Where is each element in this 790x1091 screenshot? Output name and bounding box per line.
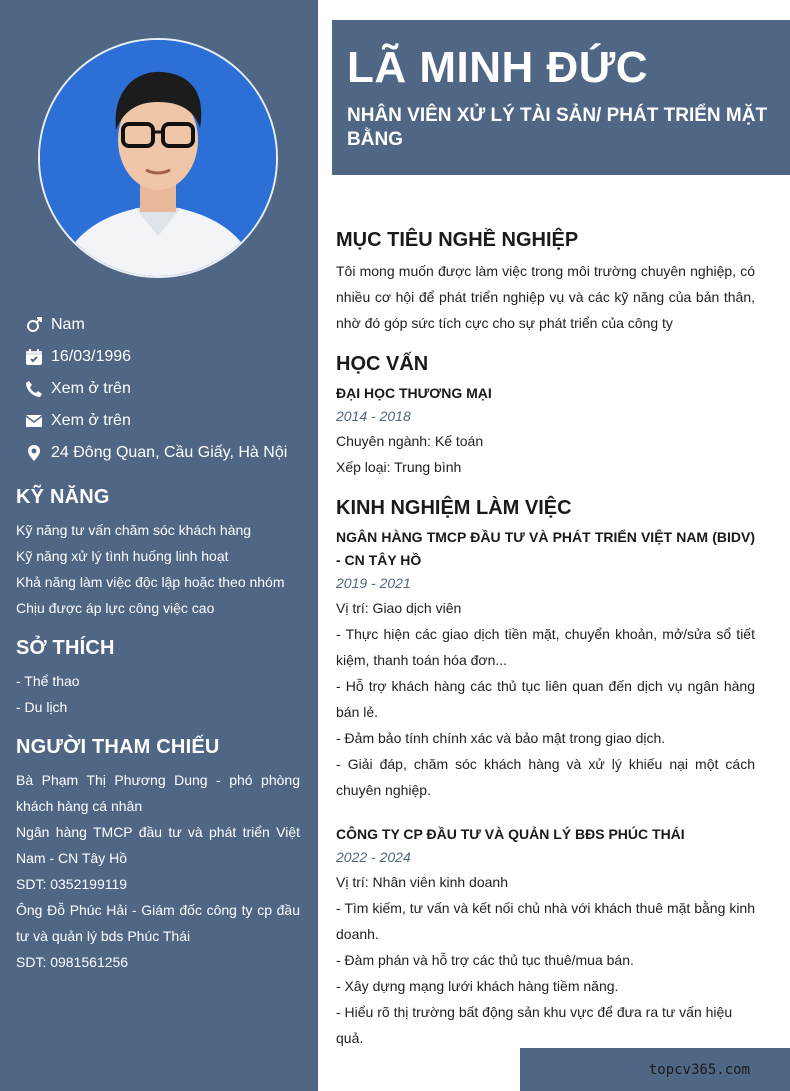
profile-photo <box>38 38 278 278</box>
education-period: 2014 - 2018 <box>336 408 411 424</box>
contact-text: Xem ở trên <box>51 412 131 429</box>
reference-item: Bà Phạm Thị Phương Dung - phó phòng khách hàng cá nhân <box>16 772 300 814</box>
contact-gender <box>24 309 314 341</box>
references-section <box>16 736 300 975</box>
education-title: HỌC VẤN <box>336 353 429 375</box>
job-duty: - Tìm kiếm, tư vấn và kết nối chủ nhà với khách thuê mặt bằng kinh doanh. <box>336 900 755 942</box>
education-grade: Xếp loại: Trung bình <box>336 459 462 475</box>
email-icon <box>24 411 44 431</box>
skills-title: KỸ NĂNG <box>16 486 110 508</box>
education-section <box>336 350 755 480</box>
hobbies-title: SỞ THÍCH <box>16 637 115 659</box>
hobby-item: - Du lịch <box>16 699 68 715</box>
contact-text: 16/03/1996 <box>51 348 132 365</box>
job-period: 2019 - 2021 <box>336 575 411 591</box>
job-duty: - Thực hiện các giao dịch tiền mặt, chuyển khoản, mở/sửa sổ tiết kiệm, thanh toán hóa đơn... <box>336 626 755 668</box>
phone-icon <box>24 379 44 399</box>
job-duty: - Xây dựng mạng lưới khách hàng tiềm năng. <box>336 978 619 994</box>
skills-section <box>16 486 300 621</box>
hobby-item: - Thể thao <box>16 673 80 689</box>
contact-text: Xem ở trên <box>51 380 131 397</box>
job-period: 2022 - 2024 <box>336 849 411 865</box>
contact-text: Nam <box>51 316 85 333</box>
job-position: Vị trí: Giao dịch viên <box>336 600 462 616</box>
contact-address <box>24 437 314 469</box>
gender-icon <box>24 315 44 335</box>
objective-section <box>336 226 755 336</box>
reference-item: Ông Đỗ Phúc Hải - Giám đốc công ty cp đầu tư và quản lý bds Phúc Thái <box>16 902 300 944</box>
objective-text: Tôi mong muốn được làm việc trong môi trường chuyên nghiệp, có nhiều cơ hội để phát triển nghiệp vụ và các kỹ năng của bản thân, nhờ đó góp sức tích cực cho sự phát triển của công ty <box>336 263 755 331</box>
footer-bar <box>520 1048 790 1091</box>
experience-section <box>336 494 755 1051</box>
skill-item: Chịu được áp lực công việc cao <box>16 600 215 616</box>
school-name: ĐẠI HỌC THƯƠNG MẠI <box>336 385 492 401</box>
skill-item: Kỹ năng tư vấn chăm sóc khách hàng <box>16 522 252 538</box>
job-duty: - Giải đáp, chăm sóc khách hàng và xử lý khiếu nại một cách chuyên nghiệp. <box>336 756 755 798</box>
contact-text: 24 Đông Quan, Cầu Giấy, Hà Nội <box>51 444 288 461</box>
job-duty: - Đảm bảo tính chính xác và bảo mật trong giao dịch. <box>336 730 666 746</box>
job-duty: - Hiểu rõ thị trường bất động sản khu vực để đưa ra tư vấn hiệu quả. <box>336 1004 733 1046</box>
candidate-name: LÃ MINH ĐỨC <box>347 43 649 92</box>
contact-phone <box>24 373 314 405</box>
company-name: CÔNG TY CP ĐẦU TƯ VÀ QUẢN LÝ BĐS PHÚC THÁI <box>336 826 685 842</box>
job-entry <box>336 526 755 803</box>
job-title: NHÂN VIÊN XỬ LÝ TÀI SẢN/ PHÁT TRIỂN MẶT BẰNG <box>347 105 768 150</box>
job-entry <box>336 823 755 1051</box>
sidebar <box>0 0 318 1091</box>
contact-email <box>24 405 314 437</box>
experience-title: KINH NGHIỆM LÀM VIỆC <box>336 497 572 519</box>
contact-list <box>24 309 314 469</box>
skill-item: Khả năng làm việc độc lập hoặc theo nhóm <box>16 574 285 590</box>
reference-item: SDT: 0352199119 <box>16 876 128 892</box>
calendar-icon <box>24 347 44 367</box>
reference-item: Ngân hàng TMCP đầu tư và phát triển Việt Nam - CN Tây Hồ <box>16 824 300 866</box>
main-content <box>336 226 755 1051</box>
objective-title: MỤC TIÊU NGHỀ NGHIỆP <box>336 229 579 251</box>
contact-birthday <box>24 341 314 373</box>
job-position: Vị trí: Nhân viên kinh doanh <box>336 874 508 890</box>
location-icon <box>24 443 44 463</box>
hobbies-section <box>16 637 300 720</box>
education-major: Chuyên ngành: Kế toán <box>336 433 484 449</box>
references-title: NGƯỜI THAM CHIẾU <box>16 736 220 758</box>
job-duty: - Hỗ trợ khách hàng các thủ tục liên quan đến dịch vụ ngân hàng bán lẻ. <box>336 678 755 720</box>
job-duty: - Đàm phán và hỗ trợ các thủ tục thuê/mua bán. <box>336 952 634 968</box>
company-name: NGÂN HÀNG TMCP ĐẦU TƯ VÀ PHÁT TRIỂN VIỆT NAM (BIDV) - CN TÂY HỒ <box>336 529 755 568</box>
watermark-text: topcv365.com <box>648 1062 750 1078</box>
reference-item: SDT: 0981561256 <box>16 954 129 970</box>
name-header <box>332 20 790 175</box>
skill-item: Kỹ năng xử lý tình huống linh hoạt <box>16 548 229 564</box>
